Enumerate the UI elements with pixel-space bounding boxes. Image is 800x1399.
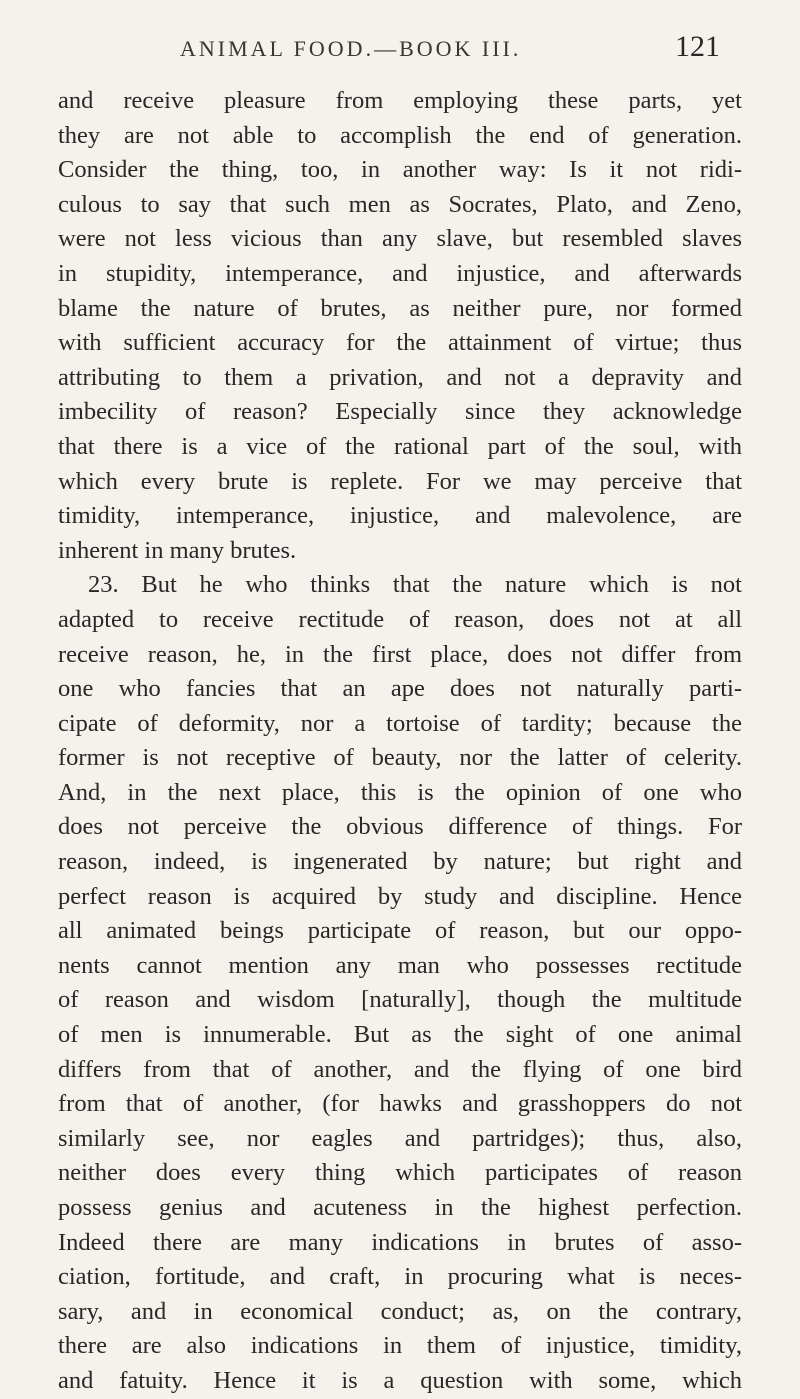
text-line: all animated beings participate of reason, but our oppo- (58, 917, 742, 945)
text-line: ciation, fortitude, and craft, in procuring what is neces- (58, 1263, 742, 1291)
text-line: Consider the thing, too, in another way: Is it not ridi- (58, 156, 742, 184)
text-line: receive reason, he, in the first place, does not differ from (58, 640, 742, 668)
page-header (180, 30, 720, 76)
text-line: reason, indeed, is ingenerated by nature; but right and (58, 848, 742, 876)
text-line: they are not able to accomplish the end of generation. (58, 121, 742, 149)
paragraph-start-line: 23. But he who thinks that the nature which is not (88, 571, 742, 599)
text-line: blame the nature of brutes, as neither pure, nor formed (58, 294, 742, 322)
text-line: there are also indications in them of injustice, timidity, (58, 1332, 742, 1360)
text-line: of men is innumerable. But as the sight of one animal (58, 1021, 742, 1049)
running-head: ANIMAL FOOD.—BOOK III. (180, 36, 522, 61)
text-line: one who fancies that an ape does not naturally parti- (58, 675, 742, 703)
text-line: inherent in many brutes. (58, 536, 297, 564)
text-line: timidity, intemperance, injustice, and malevolence, are (58, 502, 742, 530)
text-line: differs from that of another, and the flying of one bird (58, 1055, 742, 1083)
text-line: nents cannot mention any man who possesses rectitude (58, 951, 742, 979)
page-number: 121 (675, 30, 720, 63)
text-line: in stupidity, intemperance, and injustice, and afterwards (58, 259, 742, 287)
text-line: of reason and wisdom [naturally], though the multitude (58, 986, 742, 1014)
text-line: Indeed there are many indications in brutes of asso- (58, 1228, 742, 1256)
text-line: similarly see, nor eagles and partridges); thus, also, (58, 1124, 742, 1152)
text-line: culous to say that such men as Socrates, Plato, and Zeno, (58, 190, 742, 218)
text-line: sary, and in economical conduct; as, on the contrary, (58, 1297, 742, 1325)
text-line: which every brute is replete. For we may perceive that (58, 467, 742, 495)
text-line: and receive pleasure from employing these parts, yet (58, 87, 742, 114)
text-line: does not perceive the obvious difference of things. For (58, 813, 742, 841)
text-line: former is not receptive of beauty, nor the latter of celerity. (58, 744, 742, 772)
text-line: attributing to them a privation, and not a depravity and (58, 363, 742, 391)
text-line: were not less vicious than any slave, but resembled slaves (58, 225, 742, 253)
text-line: and fatuity. Hence it is a question with some, which (58, 1366, 742, 1394)
text-line: neither does every thing which participates of reason (58, 1159, 742, 1187)
text-line: cipate of deformity, nor a tortoise of tardity; because the (58, 709, 742, 737)
text-line: with sufficient accuracy for the attainment of virtue; thus (58, 329, 742, 357)
text-line: imbecility of reason? Especially since they acknowledge (58, 398, 742, 426)
text-line: that there is a vice of the rational part of the soul, with (58, 432, 742, 460)
text-line: And, in the next place, this is the opinion of one who (58, 778, 742, 806)
text-line: from that of another, (for hawks and grasshoppers do not (58, 1090, 742, 1118)
text-line: adapted to receive rectitude of reason, does not at all (58, 605, 742, 633)
body-text (58, 84, 742, 1399)
text-line: perfect reason is acquired by study and discipline. Hence (58, 882, 742, 910)
text-line: possess genius and acuteness in the highest perfection. (58, 1194, 742, 1221)
